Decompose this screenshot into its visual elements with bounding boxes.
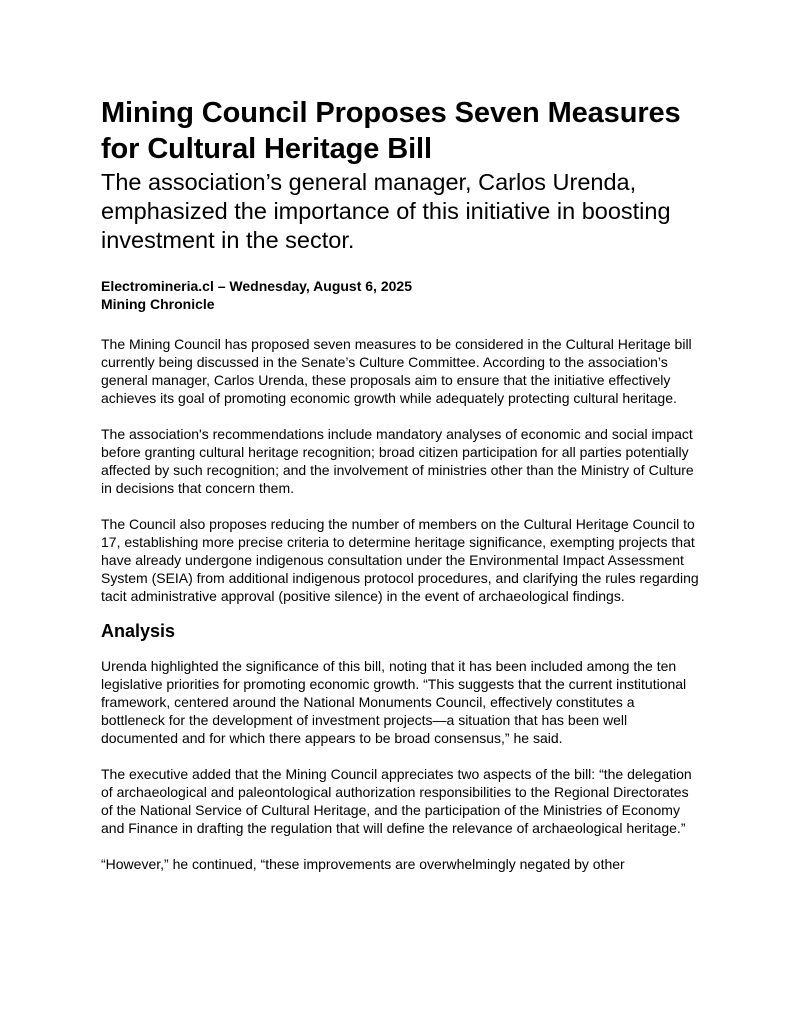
article xyxy=(101,95,701,873)
paragraph: “However,” he continued, “these improvements are overwhelmingly negated by other xyxy=(101,856,625,872)
headline: Mining Council Proposes Seven Measures for Cultural Heritage Bill xyxy=(101,97,681,165)
paragraph: The executive added that the Mining Council appreciates two aspects of the bill: “the delegation of archaeological and paleontological authorization responsibilities to the Regional Directorates of the National Service of Cultural Heritage, and the participation of the Ministries of Economy and Finance in drafting the regulation that will define the relevance of archaeological heritage.” xyxy=(101,766,692,836)
byline-source-date: Electromineria.cl – Wednesday, August 6, 2025 xyxy=(101,278,412,294)
section-heading-analysis: Analysis xyxy=(101,621,176,641)
subheadline: The association’s general manager, Carlos Urenda, emphasized the importance of this initiative in boosting investment in the sector. xyxy=(101,169,671,253)
paragraph: The Council also proposes reducing the number of members on the Cultural Heritage Council to 17, establishing more precise criteria to determine heritage significance, exempting projects that have already undergone indigenous consultation under the Environmental Impact Assessment System (SEIA) from additional indigenous protocol procedures, and clarifying the rules regarding tacit administrative approval (positive silence) in the event of archaeological findings. xyxy=(101,516,699,604)
paragraph: The association's recommendations include mandatory analyses of economic and social impact before granting cultural heritage recognition; broad citizen participation for all parties potentially affected by such recognition; and the involvement of ministries other than the Ministry of Culture in decisions that concern them. xyxy=(101,426,694,496)
byline xyxy=(101,277,701,313)
byline-section: Mining Chronicle xyxy=(101,296,215,312)
paragraph: The Mining Council has proposed seven measures to be considered in the Cultural Heritage bill currently being discussed in the Senate’s Culture Committee. According to the association’s general manager, Carlos Urenda, these proposals aim to ensure that the initiative effectively achieves its goal of promoting economic growth while adequately protecting cultural heritage. xyxy=(101,336,692,406)
paragraph: Urenda highlighted the significance of this bill, noting that it has been included among the ten legislative priorities for promoting economic growth. “This suggests that the current institutional framework, centered around the National Monuments Council, effectively constitutes a bottleneck for the development of investment projects—a situation that has been well documented and for which there appears to be broad consensus,” he said. xyxy=(101,658,687,746)
